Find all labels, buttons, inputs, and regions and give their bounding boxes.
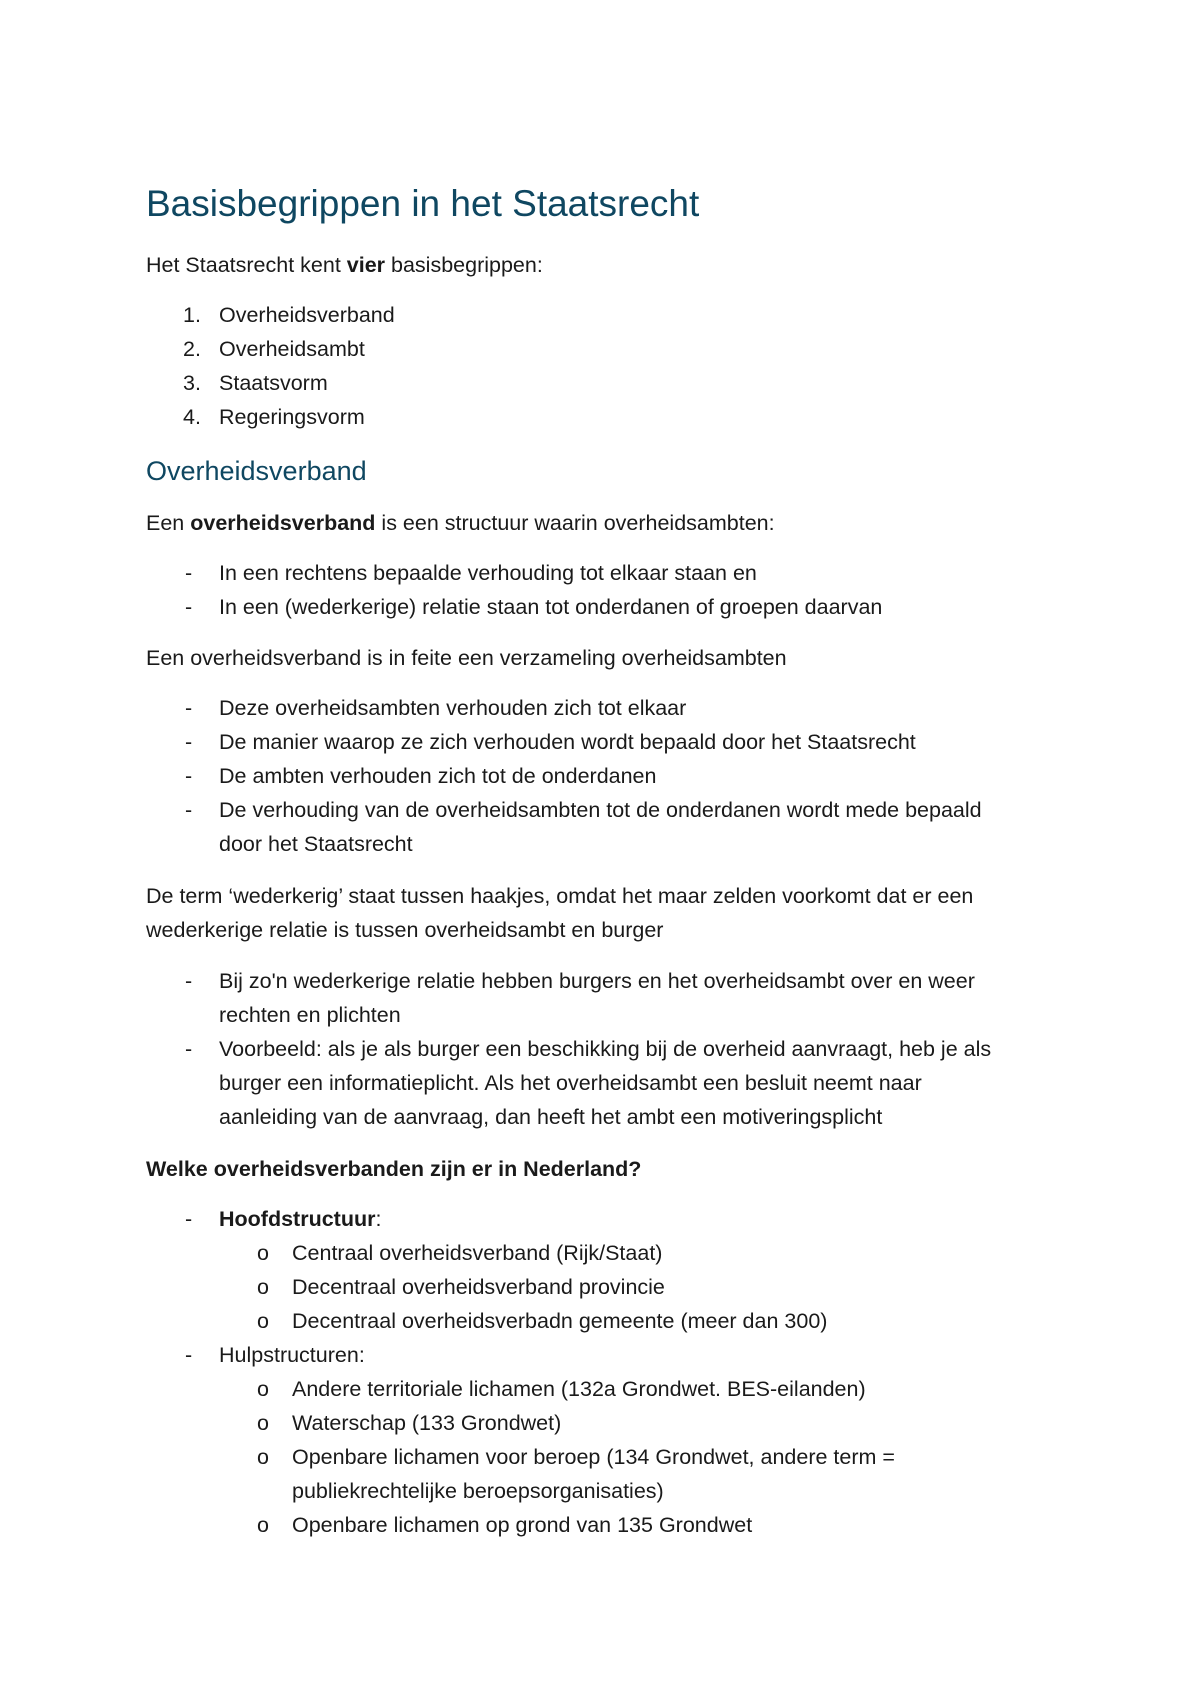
list-item: In een (wederkerige) relatie staan tot onderdanen of groepen daarvan bbox=[219, 595, 883, 619]
sub-list-item: Decentraal overheidsverbadn gemeente (meer dan 300) bbox=[292, 1309, 828, 1333]
dash-marker: - bbox=[185, 1207, 193, 1231]
dash-marker: - bbox=[185, 764, 193, 788]
dash-marker: - bbox=[185, 561, 193, 585]
list-item-continuation: door het Staatsrecht bbox=[219, 832, 413, 856]
circle-marker: o bbox=[257, 1377, 269, 1401]
list-item: In een rechtens bepaalde verhouding tot elkaar staan en bbox=[219, 561, 757, 585]
circle-marker: o bbox=[257, 1445, 269, 1469]
circle-marker: o bbox=[257, 1241, 269, 1265]
dash-marker: - bbox=[185, 798, 193, 822]
term-paragraph-line: wederkerige relatie is tussen overheidsambt en burger bbox=[146, 918, 664, 942]
circle-marker: o bbox=[257, 1513, 269, 1537]
sub-list-item: Centraal overheidsverband (Rijk/Staat) bbox=[292, 1241, 663, 1265]
term-paragraph-line: De term ‘wederkerig’ staat tussen haakjes, omdat het maar zelden voorkomt dat er een bbox=[146, 884, 974, 908]
page-title: Basisbegrippen in het Staatsrecht bbox=[146, 183, 700, 224]
list-item-continuation: aanleiding van de aanvraag, dan heeft het ambt een motiveringsplicht bbox=[219, 1105, 883, 1129]
list-item: De manier waarop ze zich verhouden wordt bepaald door het Staatsrecht bbox=[219, 730, 916, 754]
list-item: Voorbeeld: als je als burger een beschikking bij de overheid aanvraagt, heb je als bbox=[219, 1037, 992, 1061]
sub-list-item: Waterschap (133 Grondwet) bbox=[292, 1411, 562, 1435]
list-item: Regeringsvorm bbox=[219, 405, 365, 429]
section-heading: Overheidsverband bbox=[146, 456, 367, 486]
list-item-continuation: rechten en plichten bbox=[219, 1003, 401, 1027]
sub-list-item-continuation: publiekrechtelijke beroepsorganisaties) bbox=[292, 1479, 664, 1503]
circle-marker: o bbox=[257, 1309, 269, 1333]
collection-paragraph: Een overheidsverband is in feite een verzameling overheidsambten bbox=[146, 646, 787, 670]
dash-marker: - bbox=[185, 1037, 193, 1061]
list-marker: 4. bbox=[183, 405, 201, 429]
list-marker: 1. bbox=[183, 303, 201, 327]
list-item: Deze overheidsambten verhouden zich tot elkaar bbox=[219, 696, 687, 720]
definition-paragraph: Een overheidsverband is een structuur waarin overheidsambten: bbox=[146, 511, 775, 535]
sub-list-item: Openbare lichamen voor beroep (134 Grondwet, andere term = bbox=[292, 1445, 895, 1469]
list-item: Bij zo'n wederkerige relatie hebben burgers en het overheidsambt over en weer bbox=[219, 969, 975, 993]
sub-list-item: Decentraal overheidsverband provincie bbox=[292, 1275, 665, 1299]
dash-marker: - bbox=[185, 969, 193, 993]
list-item: Overheidsverband bbox=[219, 303, 395, 327]
sub-list-item: Andere territoriale lichamen (132a Grondwet. BES-eilanden) bbox=[292, 1377, 866, 1401]
dash-marker: - bbox=[185, 1343, 193, 1367]
list-item: Hoofdstructuur: bbox=[219, 1207, 382, 1231]
circle-marker: o bbox=[257, 1411, 269, 1435]
list-item-continuation: burger een informatieplicht. Als het overheidsambt een besluit neemt naar bbox=[219, 1071, 922, 1095]
dash-marker: - bbox=[185, 595, 193, 619]
list-item: Hulpstructuren: bbox=[219, 1343, 365, 1367]
intro-paragraph: Het Staatsrecht kent vier basisbegrippen: bbox=[146, 253, 543, 277]
question-heading: Welke overheidsverbanden zijn er in Nederland? bbox=[146, 1157, 642, 1181]
dash-marker: - bbox=[185, 730, 193, 754]
list-marker: 2. bbox=[183, 337, 201, 361]
dash-marker: - bbox=[185, 696, 193, 720]
list-item: De verhouding van de overheidsambten tot de onderdanen wordt mede bepaald bbox=[219, 798, 982, 822]
list-item: Overheidsambt bbox=[219, 337, 365, 361]
list-item: De ambten verhouden zich tot de onderdanen bbox=[219, 764, 657, 788]
sub-list-item: Openbare lichamen op grond van 135 Grondwet bbox=[292, 1513, 753, 1537]
list-item: Staatsvorm bbox=[219, 371, 328, 395]
list-marker: 3. bbox=[183, 371, 201, 395]
circle-marker: o bbox=[257, 1275, 269, 1299]
